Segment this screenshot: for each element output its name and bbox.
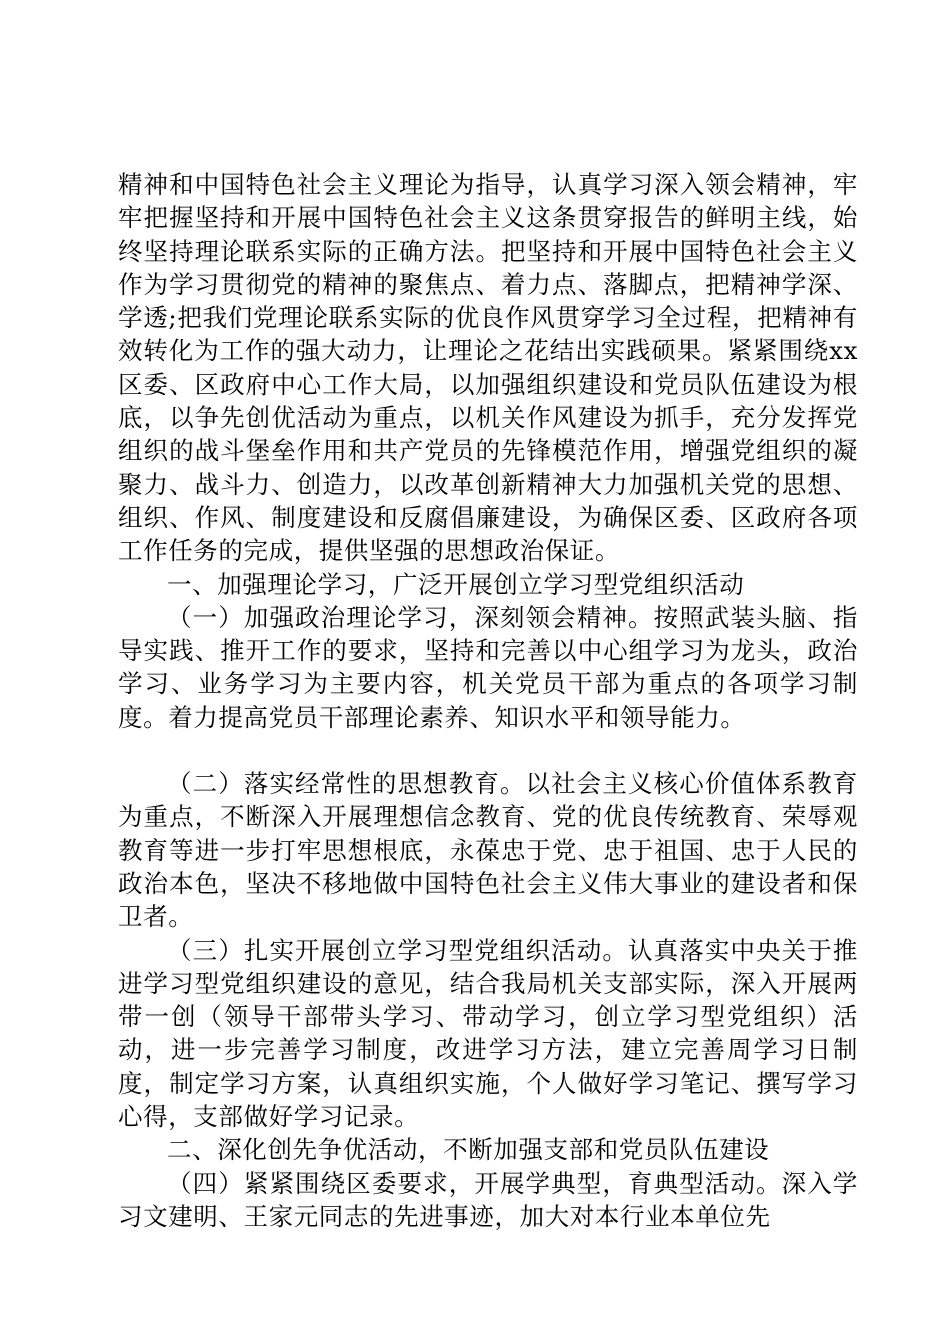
section-heading-2: 二、深化创先争优活动，不断加强支部和党员队伍建设 [167,1135,770,1165]
document-body [118,168,858,1233]
paragraph-item-2: （二）落实经常性的思想教育。以社会主义核心价值体系教育为重点，不断深入开展理想信念教育、党的优良传统教育、荣辱观教育等进一步打牢思想根底，永葆忠于党、忠于祖国、忠于人民的政治本色，坚决不移地做中国特色社会主义伟大事业的建设者和保卫者。 [118,769,858,932]
paragraph-item-3: （三）扎实开展创立学习型党组织活动。认真落实中央关于推进学习型党组织建设的意见，结合我局机关支部实际，深入开展两带一创（领导干部带头学习、带动学习，创立学习型党组织）活动，进一步完善学习制度，改进学习方法，建立完善周学习日制度，制定学习方案，认真组织实施，个人做好学习笔记、撰写学习心得，支部做好学习记录。 [118,935,858,1132]
paragraph-item-4: （四）紧紧围绕区委要求，开展学典型，育典型活动。深入学习文建明、王家元同志的先进事迹，加大对本行业本单位先 [118,1168,858,1231]
section-heading-1: 一、加强理论学习，广泛开展创立学习型党组织活动 [167,569,745,599]
paragraph-intro: 精神和中国特色社会主义理论为指导，认真学习深入领会精神，牢牢把握坚持和开展中国特色社会主义这条贯穿报告的鲜明主线，始终坚持理论联系实际的正确方法。把坚持和开展中国特色社会主义作为学习贯彻党的精神的聚焦点、着力点、落脚点，把精神学深、学透;把我们党理论联系实际的优良作风贯穿学习全过程，把精神有效转化为工作的强大动力，让理论之花结出实践硕果。紧紧围绕xx区委、区政府中心工作大局，以加强组织建设和党员队伍建设为根底，以争先创优活动为重点，以机关作风建设为抓手，充分发挥党组织的战斗堡垒作用和共产党员的先锋模范作用，增强党组织的凝聚力、战斗力、创造力，以改革创新精神大力加强机关党的思想、组织、作风、制度建设和反腐倡廉建设，为确保区委、区政府各项工作任务的完成，提供坚强的思想政治保证。 [118,170,858,566]
paragraph-item-1: （一）加强政治理论学习，深刻领会精神。按照武装头脑、指导实践、推开工作的要求，坚持和完善以中心组学习为龙头，政治学习、业务学习为主要内容，机关党员干部为重点的各项学习制度。着力提高党员干部理论素养、知识水平和领导能力。 [118,602,858,732]
